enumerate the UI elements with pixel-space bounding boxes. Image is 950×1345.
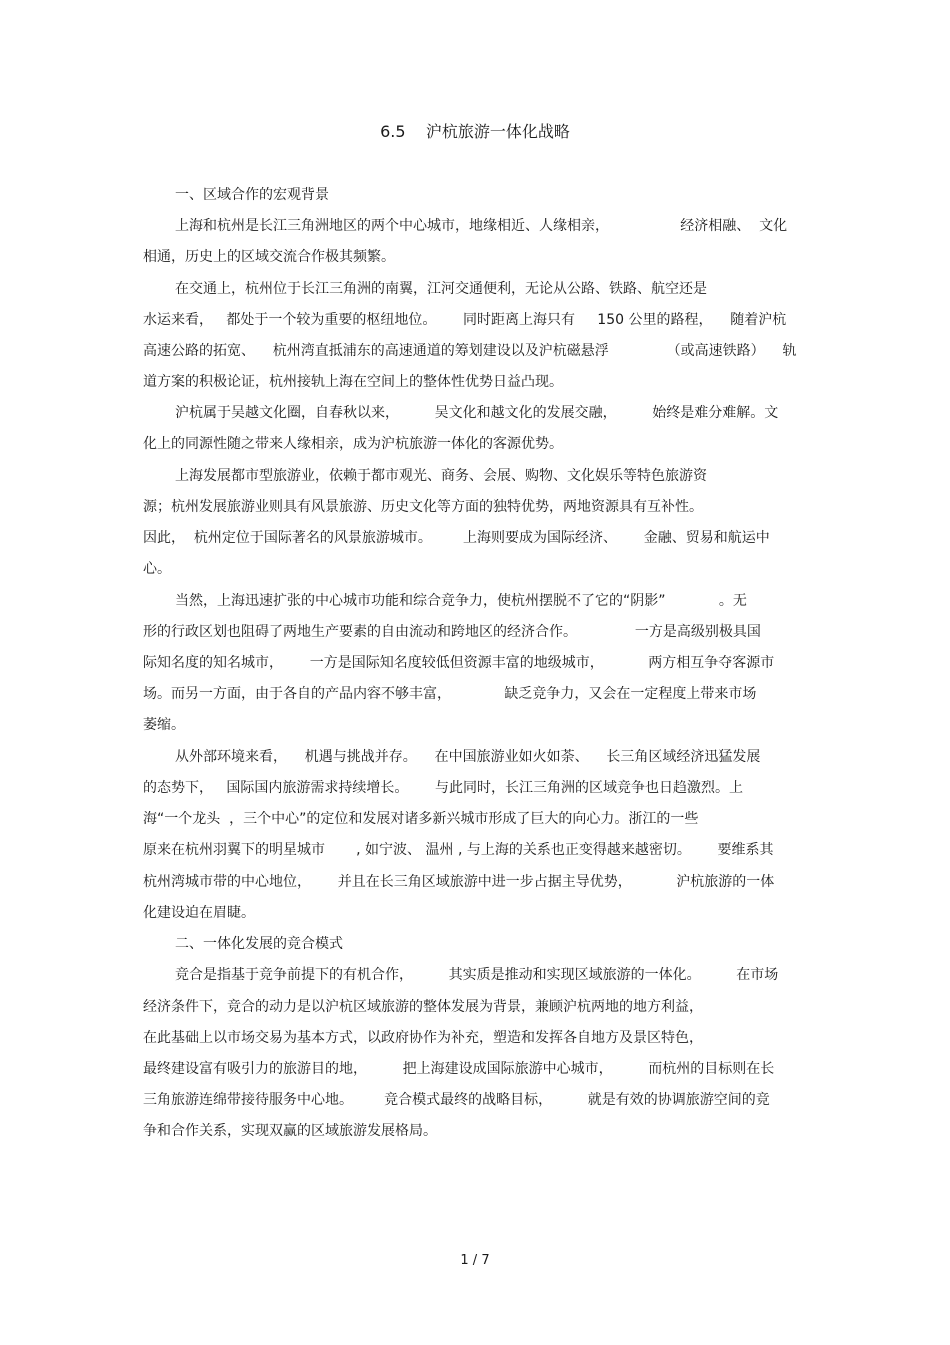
- paragraph-line: 化建设迫在眉睫。: [143, 905, 255, 921]
- paragraph-line: 当然，上海迅速扩张的中心城市功能和综合竞争力，使杭州摆脱不了它的“阴影” 。无: [175, 593, 747, 609]
- paragraph-line: 沪杭属于吴越文化圈，自春秋以来， 吴文化和越文化的发展交融， 始终是难分难解。文: [175, 405, 779, 421]
- paragraph-line: 最终建设富有吸引力的旅游目的地， 把上海建设成国际旅游中心城市， 而杭州的目标则在长: [143, 1061, 775, 1077]
- paragraph-line: 上海和杭州是长江三角洲地区的两个中心城市，地缘相近、人缘相亲， 经济相融、 文化: [175, 218, 788, 234]
- paragraph-line: 道方案的积极论证，杭州接轨上海在空间上的整体性优势日益凸现。: [143, 374, 563, 390]
- paragraph-line: 杭州湾城市带的中心地位， 并且在长三角区域旅游中进一步占据主导优势， 沪杭旅游的一体: [143, 874, 775, 890]
- paragraph-line: 三角旅游连绵带接待服务中心地。 竞合模式最终的战略目标， 就是有效的协调旅游空间的竞: [143, 1092, 770, 1108]
- paragraph-line: 心。: [143, 561, 171, 577]
- paragraph-line: 场。而另一方面，由于各自的产品内容不够丰富， 缺乏竞争力，又会在一定程度上带来市场: [143, 686, 757, 702]
- paragraph-line: 水运来看， 都处于一个较为重要的枢纽地位。 同时距离上海只有 150 公里的路程， 随着沪杭: [143, 312, 787, 328]
- paragraph-line: 上海发展都市型旅游业，依赖于都市观光、商务、会展、购物、文化娱乐等特色旅游资: [175, 468, 707, 484]
- paragraph-line: 源；杭州发展旅游业则具有风景旅游、历史文化等方面的独特优势，两地资源具有互补性。: [143, 499, 703, 515]
- paragraph-line: 争和合作关系，实现双赢的区域旅游发展格局。: [143, 1123, 437, 1139]
- paragraph-line: 际知名度的知名城市， 一方是国际知名度较低但资源丰富的地级城市， 两方相互争夺客源市: [143, 655, 775, 671]
- paragraph-line: 形的行政区划也阻碍了两地生产要素的自由流动和跨地区的经济合作。 一方是高级别极具国: [143, 624, 761, 640]
- paragraph-line: 经济条件下，竞合的动力是以沪杭区域旅游的整体发展为背景，兼顾沪杭两地的地方利益，: [143, 999, 703, 1015]
- paragraph-line: 高速公路的拓宽、 杭州湾直抵浦东的高速通道的筹划建设以及沪杭磁悬浮 （或高速铁路） 轨: [143, 343, 797, 359]
- section-heading: 一、区域合作的宏观背景: [175, 187, 329, 203]
- paragraph-line: 竞合是指基于竞争前提下的有机合作， 其实质是推动和实现区域旅游的一体化。 在市场: [175, 967, 779, 983]
- paragraph-line: 海“一个龙头 ，三个中心”的定位和发展对诸多新兴城市形成了巨大的向心力。浙江的一些: [143, 811, 699, 827]
- paragraph-line: 化上的同源性随之带来人缘相亲，成为沪杭旅游一体化的客源优势。: [143, 436, 563, 452]
- paragraph-line: 在此基础上以市场交易为基本方式，以政府协作为补充，塑造和发挥各自地方及景区特色，: [143, 1030, 703, 1046]
- section-heading: 二、一体化发展的竞合模式: [175, 936, 343, 952]
- paragraph-line: 萎缩。: [143, 717, 185, 733]
- document-title: 6.5 沪杭旅游一体化战略: [380, 122, 570, 141]
- paragraph-line: 从外部环境来看， 机遇与挑战并存。 在中国旅游业如火如荼、 长三角区域经济迅猛发展: [175, 749, 761, 765]
- page-indicator: 1 / 7: [460, 1253, 490, 1268]
- paragraph-line: 原来在杭州羽翼下的明星城市 , 如宁波、 温州 , 与上海的关系也正变得越来越密切。 要维系其: [143, 842, 774, 858]
- paragraph-line: 因此， 杭州定位于国际著名的风景旅游城市。 上海则要成为国际经济、 金融、贸易和航运中: [143, 530, 770, 546]
- paragraph-line: 相通，历史上的区域交流合作极其频繁。: [143, 249, 395, 265]
- paragraph-line: 在交通上，杭州位于长江三角洲的南翼，江河交通便利，无论从公路、铁路、航空还是: [175, 281, 707, 297]
- paragraph-line: 的态势下， 国际国内旅游需求持续增长。 与此同时，长江三角洲的区域竞争也日趋激烈。上: [143, 780, 744, 796]
